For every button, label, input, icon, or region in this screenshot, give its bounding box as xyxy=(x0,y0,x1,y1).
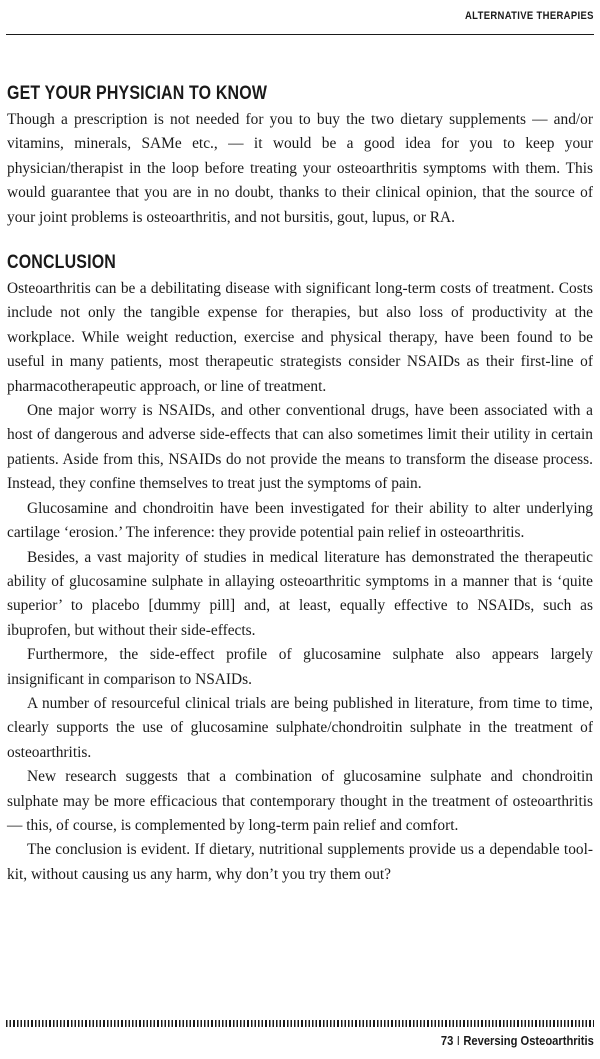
page-body xyxy=(7,82,593,887)
section-heading-physician: GET YOUR PHYSICIAN TO KNOW xyxy=(7,83,268,104)
folio xyxy=(441,1033,594,1048)
paragraph-conclusion-1: Osteoarthritis can be a debilitating disease with significant long-term costs of treatment. Costs include not only the tangible expense for therapies, but also loss of productivity at the workplace. While weight reduction, exercise and physical therapy, have been found to be useful in many patients, most therapeutic strategists consider NSAIDs as their first-line of pharmacotherapeutic approach, or line of treatment. xyxy=(7,280,593,395)
header-rule xyxy=(6,34,594,35)
page-number: 73 xyxy=(441,1033,454,1048)
paragraph-conclusion-6: A number of resourceful clinical trials are being published in literature, from time to time, clearly supports the use of glucosamine sulphate/chondroitin sulphate in the treatment of osteoarthritis. xyxy=(7,694,593,761)
paragraph-conclusion-5: Furthermore, the side-effect profile of glucosamine sulphate also appears largely insignificant in comparison to NSAIDs. xyxy=(7,646,593,688)
paragraph-conclusion-3: Glucosamine and chondroitin have been investigated for their ability to alter underlying cartilage ‘erosion.’ The inference: they provide potential pain relief in osteoarthritis. xyxy=(7,499,593,542)
paragraph-physician: Though a prescription is not needed for you to buy the two dietary supplements — and/or vitamins, minerals, SAMe etc., — it would be a good idea for you to keep your physician/therapist in the loop before treating your osteoarthritis symptoms with them. This would guarantee that you are in no doubt, thanks to their clinical opinion, that the source of your joint problems is osteoarthritis, and not bursitis, gout, lupus, or RA. xyxy=(7,111,593,226)
section-heading-conclusion: CONCLUSION xyxy=(7,252,116,274)
folio-separator: I xyxy=(456,1033,461,1048)
paragraph-conclusion-2: One major worry is NSAIDs, and other conventional drugs, have been associated with a host of dangerous and adverse side-effects that can also sometimes limit their utility in certain patients. Aside from this, NSAIDs do not provide the means to transform the disease process. Instead, they confine themselves to treat just the symptoms of pain. xyxy=(7,402,593,493)
paragraph-conclusion-8: The conclusion is evident. If dietary, nutritional supplements provide us a dependable tool-kit, without causing us any harm, why don’t you try them out? xyxy=(7,841,593,883)
footer-rule xyxy=(6,1020,594,1027)
running-head: ALTERNATIVE THERAPIES xyxy=(465,10,594,22)
book-title: Reversing Osteoarthritis xyxy=(463,1033,594,1048)
paragraph-conclusion-4: Besides, a vast majority of studies in medical literature has demonstrated the therapeutic ability of glucosamine sulphate in allaying osteoarthritic symptoms in a manner that is ‘quite superior’ to placebo [dummy pill] and, at least, equally effective to NSAIDs, such as ibuprofen, but without their side-effects. xyxy=(7,548,593,639)
paragraph-conclusion-7: New research suggests that a combination of glucosamine sulphate and chondroitin sulphate may be more efficacious that contemporary thought in the treatment of osteoarthritis — this, of course, is complemented by long-term pain relief and comfort. xyxy=(7,768,593,834)
